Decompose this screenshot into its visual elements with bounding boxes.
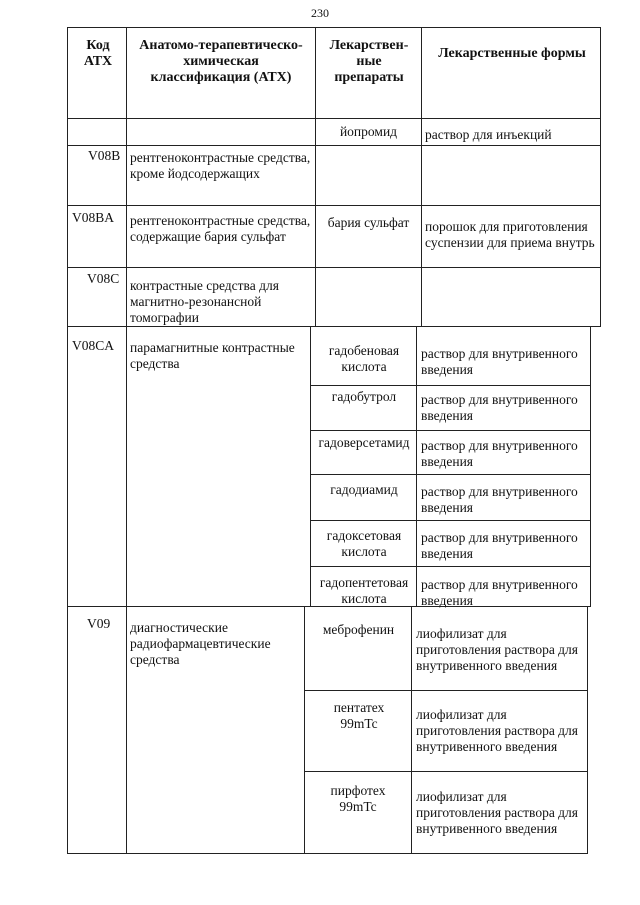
row-divider xyxy=(67,205,601,206)
header-code: Код АТХ xyxy=(83,38,113,69)
row-divider xyxy=(310,520,591,521)
column-divider xyxy=(411,606,412,853)
atc-code: V08BA xyxy=(72,210,115,225)
row-divider xyxy=(67,326,601,327)
dosage-form: раствор для внутривенного введения xyxy=(421,530,578,561)
row-divider xyxy=(67,267,601,268)
atc-name: рентгеноконтрастные средства, кроме йодсодержащих xyxy=(130,150,311,181)
header-drugs: Лекарствен-ные препараты xyxy=(329,38,409,85)
row-divider xyxy=(67,145,601,146)
atc-code: V08CA xyxy=(72,338,115,353)
row-divider xyxy=(310,430,591,431)
drug-name: гадобутрол xyxy=(331,389,397,404)
dosage-form: раствор для внутривенного введения xyxy=(421,438,578,469)
table-border-top xyxy=(67,27,601,28)
column-divider xyxy=(315,27,316,326)
dosage-form: порошок для приготовления суспензии для приема внутрь xyxy=(425,219,595,250)
column-divider xyxy=(304,606,305,853)
row-divider xyxy=(304,771,588,772)
drug-name: бария сульфат xyxy=(327,215,410,230)
table-border-right xyxy=(600,27,601,326)
dosage-form: лиофилизат для приготовления раствора для внутривенного введения xyxy=(416,707,578,754)
row-divider xyxy=(310,474,591,475)
atc-code: V08C xyxy=(87,271,120,286)
dosage-form: лиофилизат для приготовления раствора для внутривенного введения xyxy=(416,789,578,836)
atc-name: диагностические радиофармацевтические средства xyxy=(130,620,271,667)
drug-name: йопромид xyxy=(339,124,398,139)
drug-name: гадопентетовая кислота xyxy=(319,575,409,606)
dosage-form: раствор для внутривенного введения xyxy=(421,484,578,515)
drug-name: гадоверсетамид xyxy=(318,435,410,450)
row-divider xyxy=(67,118,601,119)
header-forms: Лекарственные формы xyxy=(438,46,586,61)
drug-name: меброфенин xyxy=(322,622,395,637)
dosage-form: лиофилизат для приготовления раствора для внутривенного введения xyxy=(416,626,578,673)
drug-name: гадоксетовая кислота xyxy=(326,528,402,559)
dosage-form: раствор для инъекций xyxy=(425,127,552,142)
drug-name: пентатех 99mTc xyxy=(333,700,385,731)
drug-name: гадобеновая кислота xyxy=(328,343,400,374)
dosage-form: раствор для внутривенного введения xyxy=(421,346,578,377)
atc-code: V08B xyxy=(88,148,121,163)
column-divider xyxy=(310,326,311,606)
atc-name: парамагнитные контрастные средства xyxy=(130,340,295,371)
column-divider xyxy=(416,326,417,606)
atc-name: рентгеноконтрастные средства, содержащие бария сульфат xyxy=(130,213,311,244)
dosage-form: раствор для внутривенного введения xyxy=(421,392,578,423)
row-divider xyxy=(310,385,591,386)
table-border-right xyxy=(587,606,588,853)
row-divider xyxy=(304,690,588,691)
atc-code: V09 xyxy=(87,616,111,631)
table-border-bottom xyxy=(67,853,588,854)
column-divider xyxy=(421,27,422,326)
header-classification: Анатомо-терапевтическо-химическая классификация (АТХ) xyxy=(139,38,303,85)
page-number: 230 xyxy=(311,6,329,20)
drug-name: пирфотех 99mTc xyxy=(330,783,386,814)
dosage-form: раствор для внутривенного введения xyxy=(421,577,578,608)
atc-name: контрастные средства для магнитно-резонансной томографии xyxy=(130,278,279,325)
row-divider xyxy=(310,566,591,567)
table-border-left xyxy=(67,27,68,853)
drug-name: гадодиамид xyxy=(330,482,398,497)
